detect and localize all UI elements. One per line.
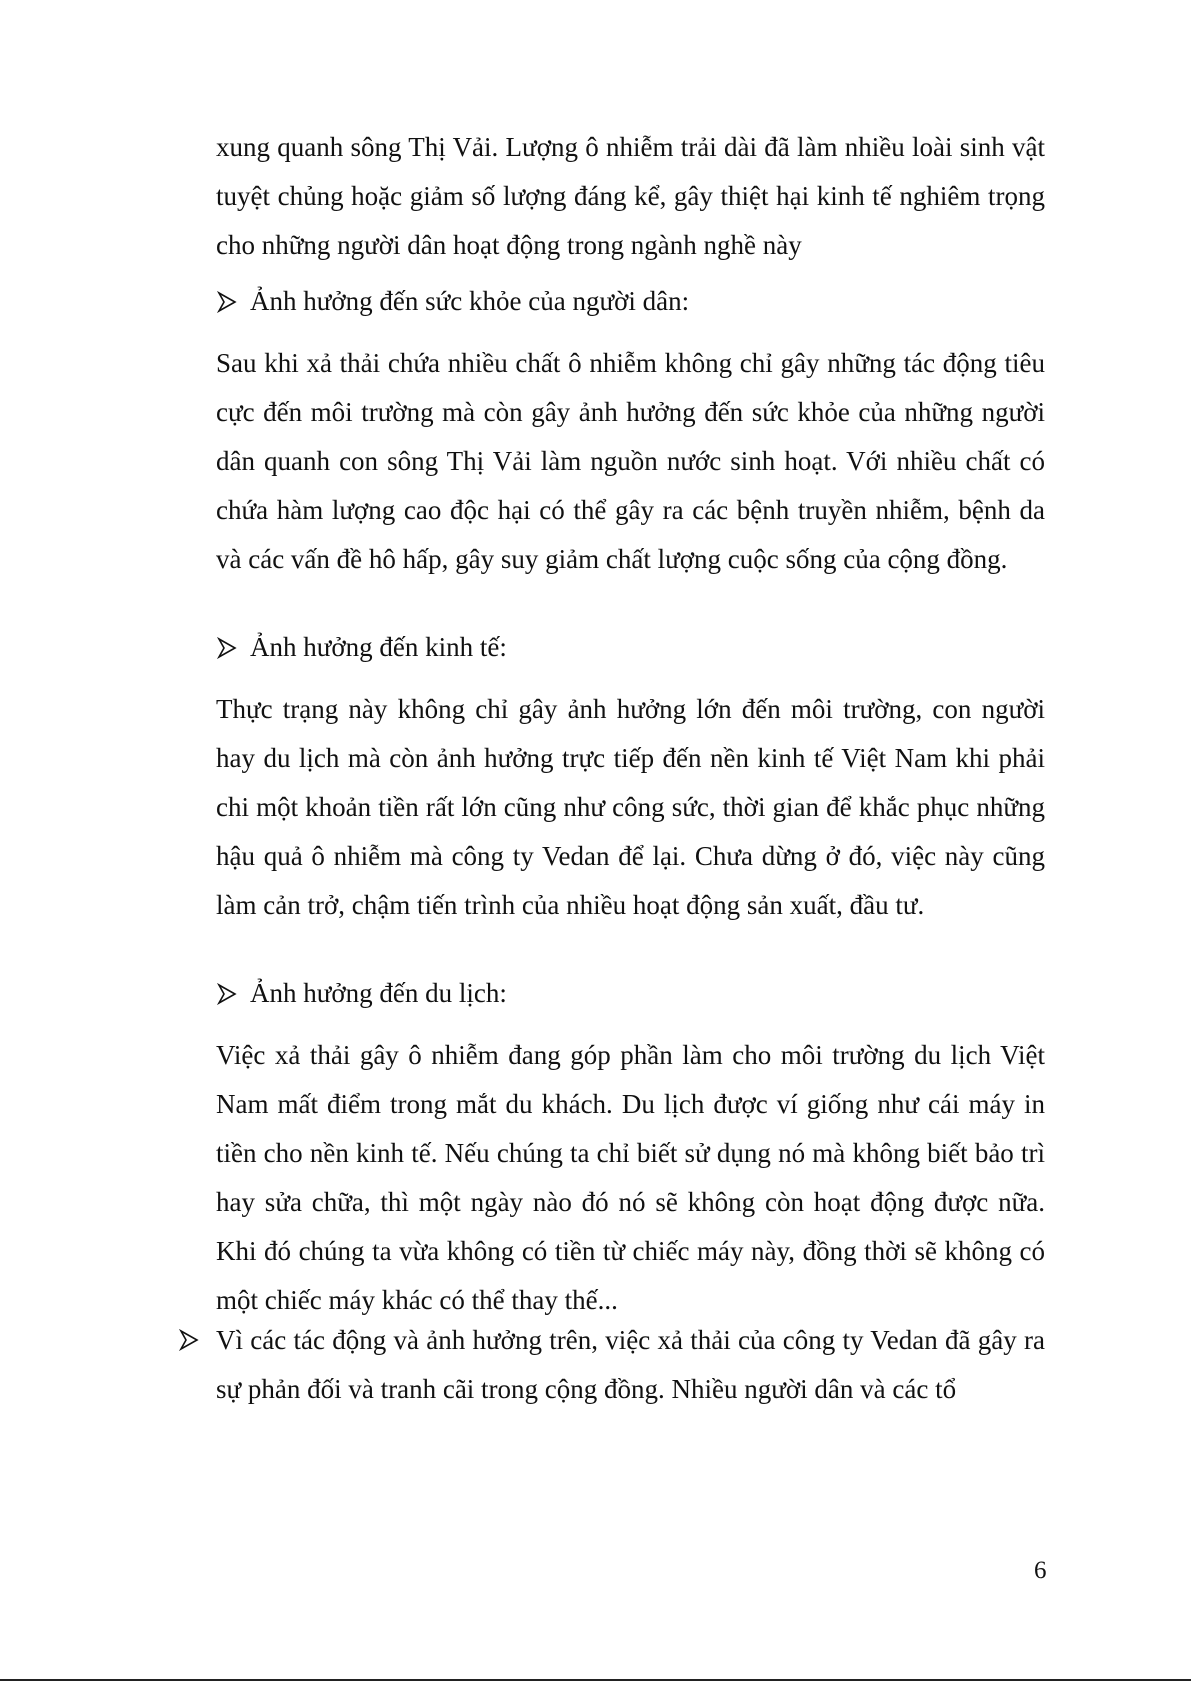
arrow-bullet-icon	[178, 1329, 200, 1351]
health-heading	[216, 277, 689, 326]
economy-heading-text: Ảnh hưởng đến kinh tế:	[250, 632, 507, 662]
arrow-bullet-icon	[216, 983, 238, 1005]
health-heading-text: Ảnh hưởng đến sức khỏe của người dân:	[250, 286, 690, 316]
intro-paragraph: xung quanh sông Thị Vải. Lượng ô nhiễm trải dài đã làm nhiều loài sinh vật tuyệt chủng hoặc giảm số lượng đáng kể, gây thiệt hại kinh tế nghiêm trọng cho những người dân hoạt động trong ngành nghề này	[216, 132, 1045, 260]
tourism-paragraph: Việc xả thải gây ô nhiễm đang góp phần làm cho môi trường du lịch Việt Nam mất điểm trong mắt du khách. Du lịch được ví giống như cái máy in tiền cho nền kinh tế. Nếu chúng ta chỉ biết sử dụng nó mà không biết bảo trì hay sửa chữa, thì một ngày nào đó nó sẽ không còn hoạt động được nữa. Khi đó chúng ta vừa không có tiền từ chiếc máy này, đồng thời sẽ không có một chiếc máy khác có thể thay thế...	[216, 1040, 1045, 1315]
economy-heading	[216, 623, 507, 672]
tourism-heading-text: Ảnh hưởng đến du lịch:	[250, 978, 507, 1008]
tourism-heading	[216, 969, 507, 1018]
conclusion-text: Vì các tác động và ảnh hưởng trên, việc xả thải của công ty Vedan đã gây ra sự phản đối và tranh cãi trong cộng đồng. Nhiều người dân và các tổ	[216, 1325, 1045, 1404]
economy-paragraph: Thực trạng này không chỉ gây ảnh hưởng lớn đến môi trường, con người hay du lịch mà còn ảnh hưởng trực tiếp đến nền kinh tế Việt Nam khi phải chi một khoản tiền rất lớn cũng như công sức, thời gian để khắc phục những hậu quả ô nhiễm mà công ty Vedan để lại. Chưa dừng ở đó, việc này cũng làm cản trở, chậm tiến trình của nhiều hoạt động sản xuất, đầu tư.	[216, 694, 1045, 920]
page-number: 6	[1034, 1557, 1047, 1584]
health-paragraph: Sau khi xả thải chứa nhiều chất ô nhiễm không chỉ gây những tác động tiêu cực đến môi trường mà còn gây ảnh hưởng đến sức khỏe của những người dân quanh con sông Thị Vải làm nguồn nước sinh hoạt. Với nhiều chất có chứa hàm lượng cao độc hại có thể gây ra các bệnh truyền nhiễm, bệnh da và các vấn đề hô hấp, gây suy giảm chất lượng cuộc sống của cộng đồng.	[216, 348, 1045, 574]
arrow-bullet-icon	[216, 637, 238, 659]
conclusion-bullet	[178, 1316, 1045, 1414]
arrow-bullet-icon	[216, 291, 238, 313]
bottom-rule	[0, 1679, 1191, 1681]
